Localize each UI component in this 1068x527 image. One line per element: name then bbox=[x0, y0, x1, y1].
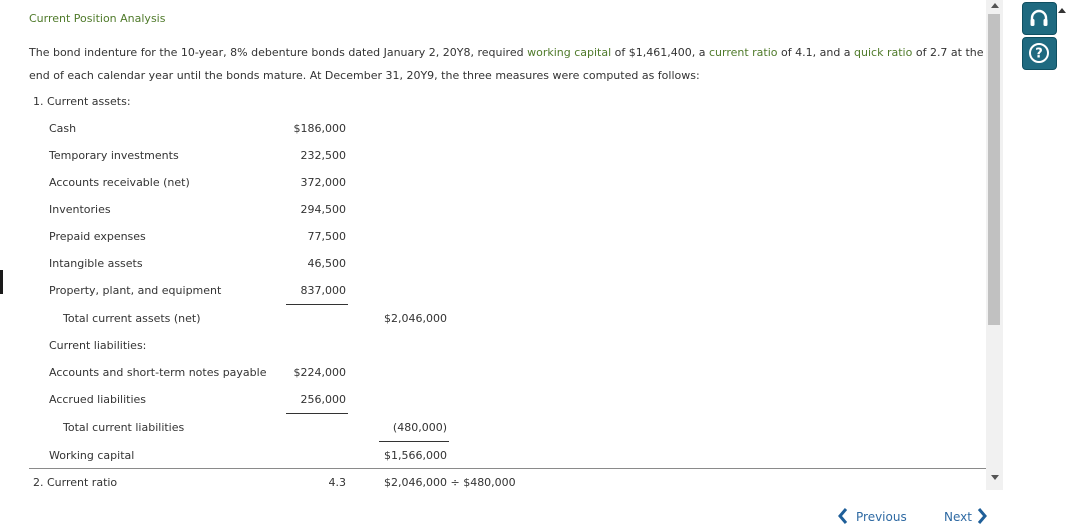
scroll-down-arrow-icon[interactable] bbox=[986, 472, 1003, 484]
term-working-capital[interactable]: working capital bbox=[527, 46, 612, 59]
current-ratio-value: 4.3 bbox=[328, 476, 346, 489]
asset-label: Property, plant, and equipment bbox=[49, 284, 222, 297]
working-capital-rule bbox=[379, 441, 449, 442]
liabilities-subtotal-rule bbox=[286, 413, 348, 414]
total-current-assets-amount: $2,046,000 bbox=[384, 312, 447, 325]
asset-label: Inventories bbox=[49, 203, 111, 216]
scroll-thumb[interactable] bbox=[988, 14, 1000, 325]
vertical-scrollbar[interactable] bbox=[986, 0, 1003, 490]
total-current-liabilities-amount: (480,000) bbox=[392, 421, 447, 434]
asset-amount: 46,500 bbox=[307, 257, 346, 270]
intro-text-4: of 2.7 at the end of each calendar year until the bonds mature. At December 31, 20Y9, the three measures were computed as follows: bbox=[29, 46, 984, 82]
footer-nav bbox=[0, 490, 1017, 527]
panel-edge-marker bbox=[0, 270, 3, 294]
next-button[interactable]: Next bbox=[944, 510, 972, 524]
current-ratio-formula: $2,046,000 ÷ $480,000 bbox=[384, 476, 516, 489]
asset-label: Cash bbox=[49, 122, 77, 135]
intro-text-1: The bond indenture for the 10-year, 8% debenture bonds dated January 2, 20Y8, required bbox=[29, 46, 528, 59]
current-liabilities-heading: Current liabilities: bbox=[49, 339, 147, 352]
current-ratio-heading: 2. Current ratio bbox=[33, 476, 118, 489]
current-assets-heading: 1. Current assets: bbox=[33, 95, 131, 108]
working-capital-amount: $1,566,000 bbox=[384, 449, 447, 462]
help-icon bbox=[1028, 42, 1050, 64]
scroll-up-arrow-icon[interactable] bbox=[986, 0, 1003, 12]
headset-icon bbox=[1028, 7, 1050, 29]
asset-label: Accounts receivable (net) bbox=[49, 176, 190, 189]
chevron-left-icon[interactable] bbox=[838, 507, 848, 525]
asset-amount: 294,500 bbox=[300, 203, 346, 216]
total-current-liabilities-label: Total current liabilities bbox=[63, 421, 185, 434]
liability-amount: $224,000 bbox=[293, 366, 346, 379]
working-capital-label: Working capital bbox=[49, 449, 135, 462]
asset-amount: 232,500 bbox=[300, 149, 346, 162]
liability-label: Accrued liabilities bbox=[49, 393, 147, 406]
rail-collapse-arrow-icon[interactable] bbox=[1058, 8, 1066, 13]
asset-amount: $186,000 bbox=[293, 122, 346, 135]
asset-label: Temporary investments bbox=[49, 149, 179, 162]
previous-button[interactable]: Previous bbox=[856, 510, 907, 524]
tool-rail bbox=[1017, 0, 1068, 527]
asset-amount: 77,500 bbox=[307, 230, 346, 243]
chevron-right-icon[interactable] bbox=[977, 507, 987, 525]
asset-label: Intangible assets bbox=[49, 257, 143, 270]
term-current-ratio[interactable]: current ratio bbox=[708, 46, 778, 59]
section-title: Current Position Analysis bbox=[29, 12, 166, 25]
asset-amount: 372,000 bbox=[300, 176, 346, 189]
liability-amount: 256,000 bbox=[300, 393, 346, 406]
assets-subtotal-rule bbox=[286, 304, 348, 305]
intro-text-2: of $1,461,400, a bbox=[611, 46, 709, 59]
total-current-assets-label: Total current assets (net) bbox=[63, 312, 201, 325]
intro-paragraph bbox=[29, 41, 984, 87]
help-button[interactable] bbox=[1022, 37, 1057, 70]
term-quick-ratio[interactable]: quick ratio bbox=[854, 46, 913, 59]
support-button[interactable] bbox=[1022, 2, 1057, 35]
intro-text-3: of 4.1, and a bbox=[777, 46, 855, 59]
asset-amount: 837,000 bbox=[300, 284, 346, 297]
liability-label: Accounts and short-term notes payable bbox=[49, 366, 267, 379]
asset-label: Prepaid expenses bbox=[49, 230, 146, 243]
section-divider bbox=[29, 468, 986, 469]
svg-text:?: ? bbox=[1035, 46, 1043, 62]
